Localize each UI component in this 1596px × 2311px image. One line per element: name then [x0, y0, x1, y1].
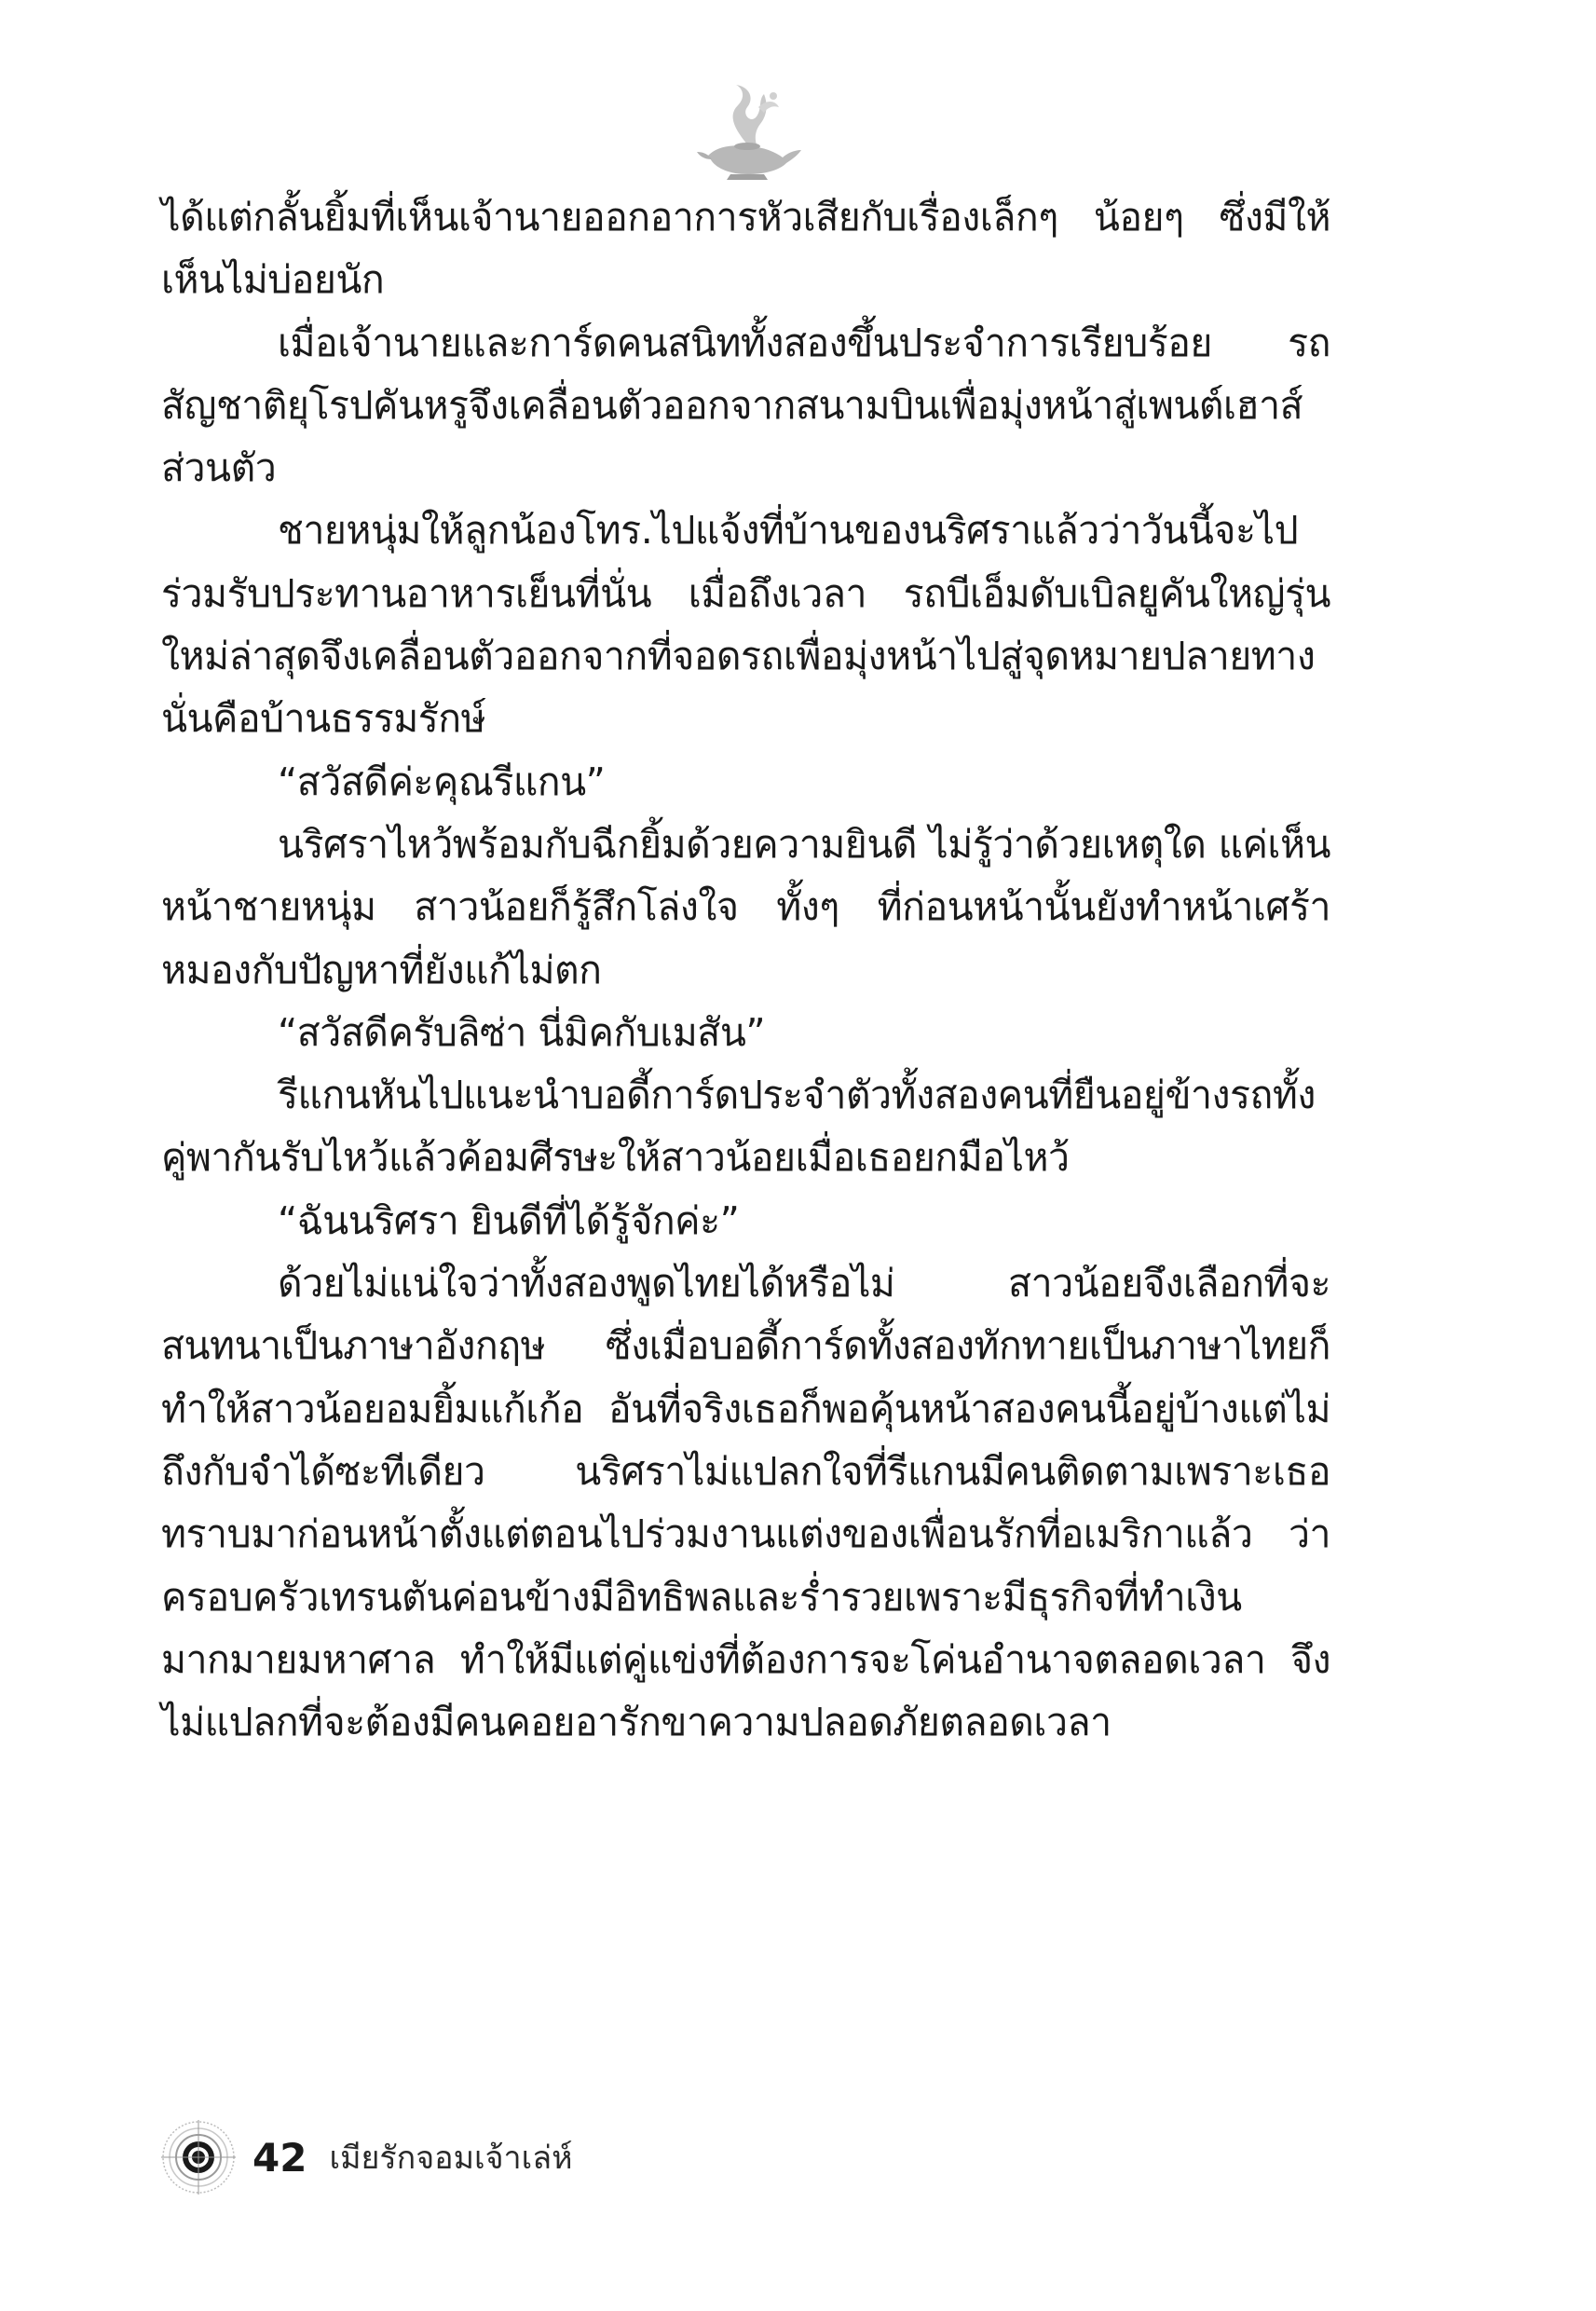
paragraph-1: ได้แต่กลั้นยิ้มที่เห็นเจ้านายออกอาการหัวเสียกับเรื่องเล็กๆ น้อยๆ ซึ่งมีให้เห็นไม่บ่อยนัก	[161, 195, 1330, 303]
paragraph-7: รีแกนหันไปแนะนำบอดี้การ์ดประจำตัวทั้งสองคนที่ยืนอยู่ข้างรถทั้งคู่พากันรับไหว้แล้วค้อมศีรษะให้สาวน้อยเมื่อเธอยกมือไหว้	[161, 1073, 1316, 1181]
paragraph-5: นริศราไหว้พร้อมกับฉีกยิ้มด้วยความยินดี ไม่รู้ว่าด้วยเหตุใด แค่เห็นหน้าชายหนุ่ม สาวน้อยก็รู้สึกโล่งใจ ทั้งๆ ที่ก่อนหน้านั้นยังทำหน้าเศร้าหมองกับปัญหาที่ยังแก้ไม่ตก	[161, 821, 1330, 992]
paragraph-4: “สวัสดีค่ะคุณรีแกน”	[278, 759, 606, 804]
paragraph-8: “ฉันนริศรา ยินดีที่ได้รู้จักค่ะ”	[278, 1197, 740, 1243]
page-number: 42	[252, 2134, 307, 2181]
body-text	[161, 186, 1330, 1754]
paragraph-2: เมื่อเจ้านายและการ์ดคนสนิททั้งสองขึ้นประจำการเรียบร้อย รถสัญชาติยุโรปคันหรูจึงเคลื่อนตัวออกจากสนามบินเพื่อมุ่งหน้าสู่เพนต์เฮาส์ส่วนตัว	[161, 320, 1330, 491]
paragraph-6: “สวัสดีครับลิซ่า นี่มิคกับเมสัน”	[278, 1009, 766, 1055]
page-footer	[161, 2120, 573, 2195]
paragraph-9: ด้วยไม่แน่ใจว่าทั้งสองพูดไทยได้หรือไม่ สาวน้อยจึงเลือกที่จะสนทนาเป็นภาษาอังกฤษ ซึ่งเมื่อบอดี้การ์ดทั้งสองทักทายเป็นภาษาไทยก็ทำให้สาวน้อยอมยิ้มแก้เก้อ อันที่จริงเธอก็พอคุ้นหน้าสองคนนี้อยู่บ้างแต่ไม่ถึงกับจำได้ซะทีเดียว นริศราไม่แปลกใจที่รีแกนมีคนติดตามเพราะเธอทราบมาก่อนหน้าตั้งแต่ตอนไปร่วมงานแต่งของเพื่อนรักที่อเมริกาแล้ว ว่าครอบครัวเทรนตันค่อนข้างมีอิทธิพลและร่ำรวยเพราะมีธุรกิจที่ทำเงินมากมายมหาศาล ทำให้มีแต่คู่แข่งที่ต้องการจะโค่นอำนาจตลอดเวลา จึงไม่แปลกที่จะต้องมีคนคอยอารักขาความปลอดภัยตลอดเวลา	[161, 1261, 1330, 1745]
paragraph-3: ชายหนุ่มให้ลูกน้องโทร.ไปแจ้งที่บ้านของนริศราแล้วว่าวันนี้จะไปร่วมรับประทานอาหารเย็นที่นั่น เมื่อถึงเวลา รถบีเอ็มดับเบิลยูคันใหญ่รุ่นใหม่ล่าสุดจึงเคลื่อนตัวออกจากที่จอดรถเพื่อมุ่งหน้าไปสู่จุดหมายปลายทาง นั่นคือบ้านธรรมรักษ์	[161, 508, 1330, 742]
genie-lamp-icon	[689, 79, 811, 182]
book-title: เมียรักจอมเจ้าเล่ห์	[329, 2140, 573, 2177]
target-icon	[161, 2120, 236, 2195]
